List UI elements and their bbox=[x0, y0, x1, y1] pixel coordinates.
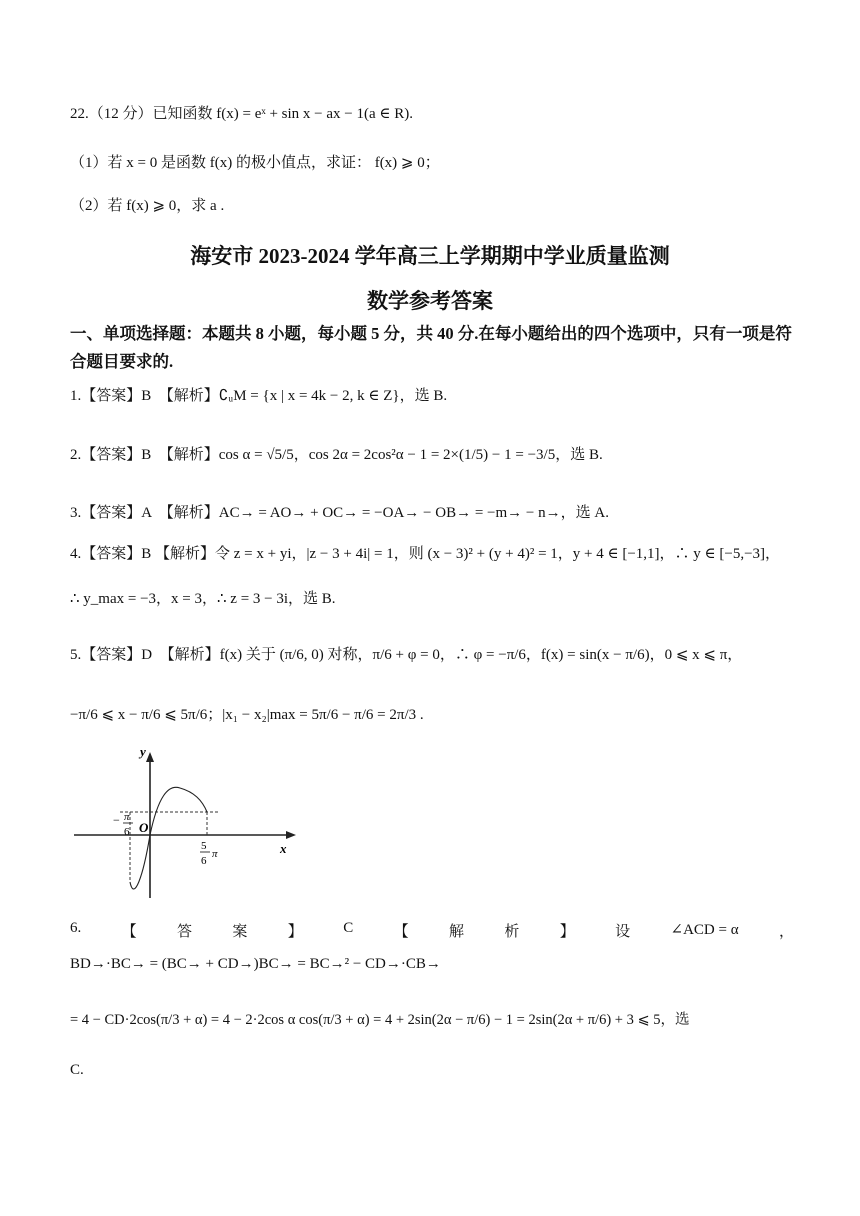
a6-part: 答 bbox=[177, 924, 193, 940]
origin-label: O bbox=[139, 820, 149, 835]
neg-pi6-minus: − bbox=[113, 813, 120, 827]
x-axis-arrow-icon bbox=[286, 831, 296, 839]
answer-6-line2: BD→·BC→ = (BC→ + CD→)BC→ = BC→² − CD→·CB→ bbox=[70, 956, 441, 972]
a6-part: ， bbox=[778, 924, 794, 940]
a6-part: 【 bbox=[393, 924, 409, 940]
a6-part: 【 bbox=[121, 924, 137, 940]
a6-part: 解 bbox=[448, 924, 464, 940]
five-pi6-pi: π bbox=[212, 848, 218, 860]
sine-graph-figure bbox=[68, 742, 300, 902]
answer-5-line2: −π/6 ⩽ x − π/6 ⩽ 5π/6；|x₁ − x₂|max = 5π/6 − π/6 = 2π/3 . bbox=[70, 707, 424, 723]
a6-part: 】 bbox=[559, 924, 575, 940]
problem-22-part1: （1）若 x = 0 是函数 f(x) 的极小值点，求证： f(x) ⩾ 0； bbox=[70, 155, 440, 171]
document-title: 海安市 2023-2024 学年高三上学期期中学业质量监测 bbox=[190, 244, 670, 268]
five-pi6-bottom: 6 bbox=[201, 855, 207, 867]
answer-3: 3.【答案】A 【解析】AC→ = AO→ + OC→ = −OA→ − OB→ = −m→ − n→，选 A. bbox=[70, 505, 609, 521]
five-pi6-top: 5 bbox=[201, 840, 207, 852]
a6-part: 设 bbox=[615, 924, 631, 940]
a6-part: ∠ACD = α bbox=[670, 922, 739, 938]
answer-4-line1: 4.【答案】B 【解析】令 z = x + yi，|z − 3 + 4i| = 1，则 (x − 3)² + (y + 4)² = 1，y + 4 ∈ [−1,1]，∴ y ∈ [−5,−3]， bbox=[70, 546, 781, 562]
answer-5-line1: 5.【答案】D 【解析】f(x) 关于 (π/6, 0) 对称，π/6 + φ = 0，∴ φ = −π/6，f(x) = sin(x − π/6)，0 ⩽ x ⩽ π， bbox=[70, 647, 743, 663]
answer-2: 2.【答案】B 【解析】cos α = √5/5，cos 2α = 2cos²α − 1 = 2×(1/5) − 1 = −3/5，选 B. bbox=[70, 447, 603, 463]
answer-6-line4: C. bbox=[70, 1062, 84, 1078]
section-heading: 一、单项选择题：本题共 8 小题，每小题 5 分，共 40 分.在每小题给出的四个选项中，只有一项是符合题目要求的. bbox=[70, 324, 792, 371]
x-axis-label: x bbox=[280, 841, 287, 856]
problem-22-part2: （2）若 f(x) ⩾ 0，求 a . bbox=[70, 198, 225, 214]
answer-1: 1.【答案】B 【解析】∁ᵤM = {x | x = 4k − 2, k ∈ Z}，选 B. bbox=[70, 388, 448, 404]
answer-4-line2: ∴ y_max = −3，x = 3，∴ z = 3 − 3i，选 B. bbox=[70, 591, 336, 607]
answer-6-line1 bbox=[70, 920, 794, 941]
neg-pi6-top: π bbox=[124, 811, 130, 823]
a6-part: 析 bbox=[504, 924, 520, 940]
answer-6-line3: = 4 − CD·2cos(π/3 + α) = 4 − 2·2cos α cos(π/3 + α) = 4 + 2sin(2α − π/6) − 1 = 2sin(2α + π/6) + 3 ⩽ 5，选 bbox=[70, 1012, 690, 1028]
a6-part: 6. bbox=[70, 920, 82, 936]
y-axis-arrow-icon bbox=[146, 752, 154, 762]
document-subtitle: 数学参考答案 bbox=[367, 289, 493, 313]
y-axis-label: y bbox=[140, 744, 146, 759]
a6-part: 案 bbox=[232, 924, 248, 940]
problem-22-stem: 22.（12 分）已知函数 f(x) = eˣ + sin x − ax − 1(a ∈ R). bbox=[70, 106, 413, 122]
a6-part: 】 bbox=[287, 924, 303, 940]
neg-pi6-bottom: 6 bbox=[124, 826, 130, 838]
sine-curve bbox=[130, 787, 207, 889]
a6-part: C bbox=[343, 920, 354, 936]
